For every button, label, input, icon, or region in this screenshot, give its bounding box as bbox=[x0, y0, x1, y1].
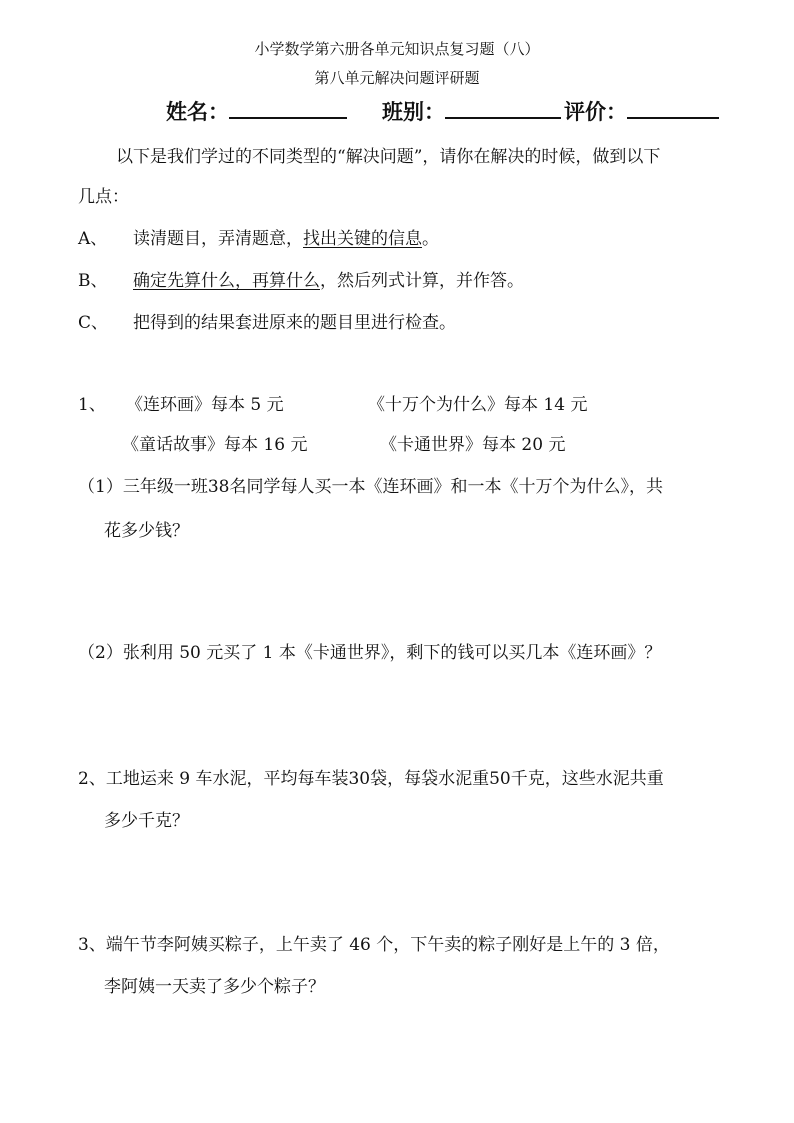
eval-label: 评价： bbox=[564, 99, 627, 124]
tip-a-pre: 读清题目，弄清题意， bbox=[133, 229, 303, 249]
eval-blank bbox=[627, 97, 719, 119]
tip-a-post: 。 bbox=[422, 229, 439, 249]
q1-price-1: 《连环画》每本 5 元 bbox=[126, 395, 284, 415]
q1-sub1-line-1: （1）三年级一班38名同学每人买一本《连环画》和一本《十万个为什么》，共 bbox=[78, 477, 663, 497]
q2-line-1: 2、工地运来 9 车水泥，平均每车装30袋，每袋水泥重50千克，这些水泥共重 bbox=[78, 769, 664, 789]
q1-price-4: 《卡通世界》每本 20 元 bbox=[380, 435, 566, 455]
class-blank bbox=[445, 97, 561, 119]
tip-c: 把得到的结果套进原来的题目里进行检查。 bbox=[133, 313, 456, 333]
tip-a-underlined: 找出关键的信息 bbox=[303, 229, 422, 249]
tip-b-post: ，然后列式计算，并作答。 bbox=[320, 271, 524, 291]
q1-price-2: 《十万个为什么》每本 14 元 bbox=[368, 395, 588, 415]
name-blank bbox=[229, 97, 347, 119]
class-field bbox=[382, 96, 561, 126]
q1-sub2: （2）张利用 50 元买了 1 本《卡通世界》，剩下的钱可以买几本《连环画》？ bbox=[78, 643, 662, 663]
class-label: 班别： bbox=[382, 99, 445, 124]
q2-line-2: 多少千克？ bbox=[104, 811, 189, 831]
intro-line-1: 以下是我们学过的不同类型的“解决问题”，请你在解决的时候，做到以下 bbox=[116, 147, 661, 167]
intro-line-2: 几点： bbox=[78, 187, 129, 207]
eval-field bbox=[564, 96, 719, 126]
tip-c-marker: C、 bbox=[78, 313, 109, 333]
page-subtitle: 第八单元解决问题评研题 bbox=[314, 69, 480, 87]
q3-line-1: 3、端午节李阿姨买粽子，上午卖了 46 个，下午卖的粽子刚好是上午的 3 倍， bbox=[78, 935, 670, 955]
page-title: 小学数学第六册各单元知识点复习题（八） bbox=[254, 40, 540, 58]
tip-a bbox=[133, 224, 439, 249]
tip-b-underlined: 确定先算什么，再算什么 bbox=[133, 271, 320, 291]
q3-line-2: 李阿姨一天卖了多少个粽子？ bbox=[104, 977, 325, 997]
name-label: 姓名： bbox=[166, 99, 229, 124]
name-field bbox=[166, 96, 347, 126]
q1-number: 1、 bbox=[78, 395, 106, 415]
q1-sub1-line-2: 花多少钱？ bbox=[104, 521, 189, 541]
q1-price-3: 《童话故事》每本 16 元 bbox=[122, 435, 308, 455]
tip-b bbox=[133, 266, 524, 291]
tip-b-marker: B、 bbox=[78, 271, 108, 291]
tip-a-marker: A、 bbox=[78, 229, 108, 249]
